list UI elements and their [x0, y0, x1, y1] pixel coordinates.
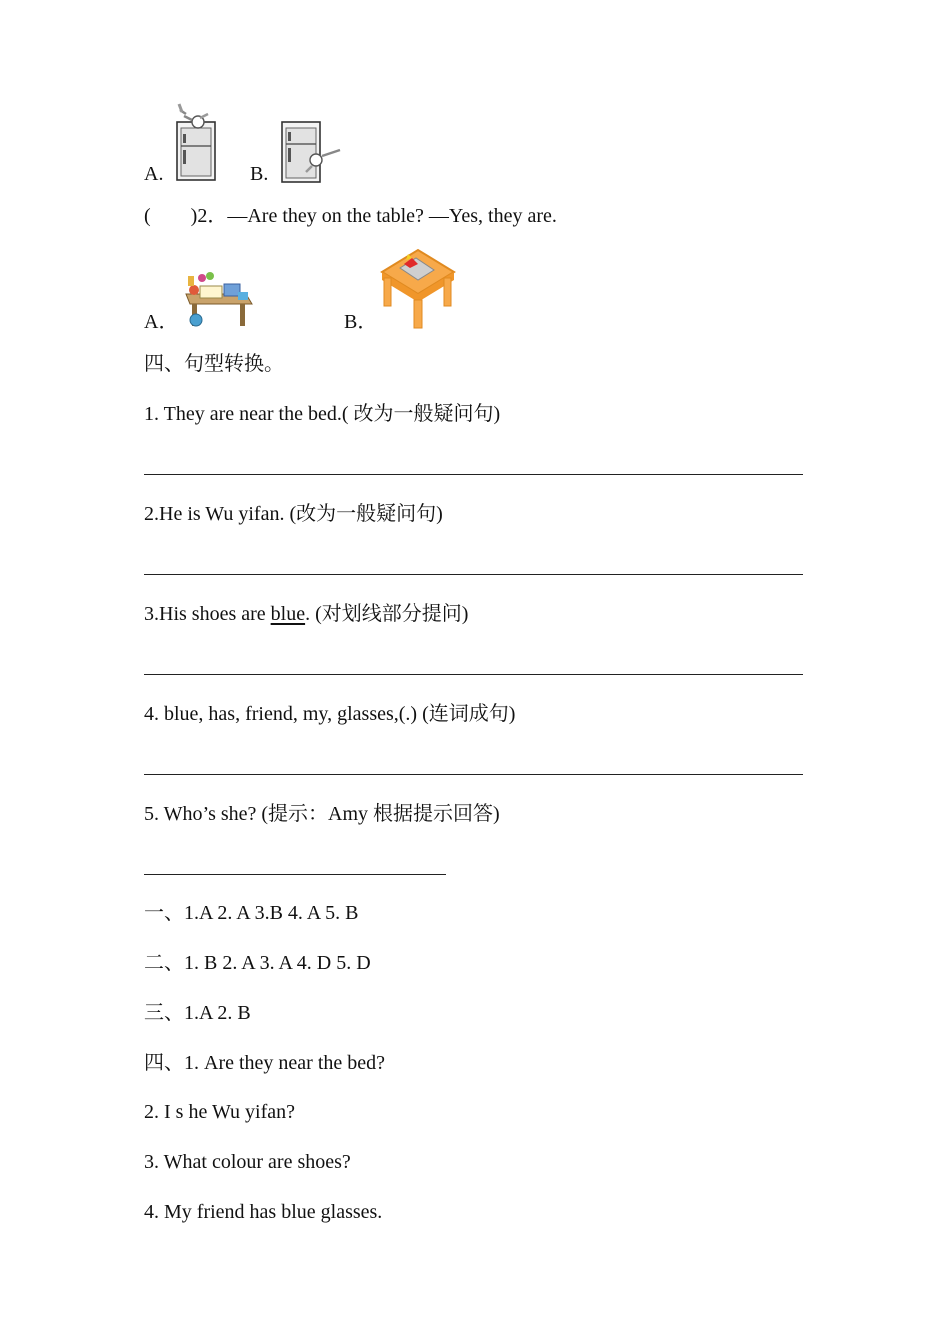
answer-key-line: 2. I s he Wu yifan?: [144, 1101, 296, 1123]
answer-key-line: 三、1.A 2. B: [144, 1002, 251, 1024]
answer-line-4: [144, 774, 803, 775]
answer-line-3: [144, 674, 803, 675]
answer-key-line: 3. What colour are shoes?: [144, 1151, 351, 1173]
answer-line-5: [144, 874, 446, 875]
fridge-with-key-beside-image: [278, 114, 348, 184]
answer-key-line: 四、1. Are they near the bed?: [144, 1052, 386, 1074]
answer-line-1: [144, 474, 803, 475]
section-4-heading: 四、句型转换。: [144, 353, 284, 375]
q2-text: —Are they on the table? —Yes, they are.: [227, 205, 557, 227]
item-3-text-after: . (对划线部分提问): [305, 603, 469, 625]
q2-paren-open: (: [144, 205, 151, 227]
item-3-underlined-word: blue: [270, 603, 306, 625]
q1-option-b-label: B.: [250, 163, 269, 185]
q2-option-b-label: B．: [344, 311, 378, 333]
q2-option-a-label: A．: [144, 311, 179, 333]
section4-item-2: 2.He is Wu yifan. (改为一般疑问句): [144, 503, 443, 525]
section4-item-3: [144, 602, 468, 626]
answer-key-line: 一、1.A 2. A 3.B 4. A 5. B: [144, 902, 359, 924]
messy-table-with-books-image: [180, 266, 256, 330]
q2-number: )2．: [190, 205, 228, 227]
section4-item-5: 5. Who’s she? (提示：Amy 根据提示回答): [144, 803, 500, 825]
answer-key-line: 4. My friend has blue glasses.: [144, 1201, 383, 1223]
answer-line-2: [144, 574, 803, 575]
item-3-text-before: 3.His shoes are: [144, 603, 271, 625]
q1-option-a-label: A.: [144, 163, 164, 185]
section4-item-1: 1. They are near the bed.( 改为一般疑问句): [144, 403, 501, 425]
table-with-book-image: [378, 244, 458, 330]
answer-key-line: 二、1. B 2. A 3. A 4. D 5. D: [144, 952, 371, 974]
question-2: [144, 204, 557, 228]
fridge-with-key-on-top-image: [170, 102, 222, 184]
section4-item-4: 4. blue, has, friend, my, glasses,(.) (连词成句): [144, 703, 516, 725]
